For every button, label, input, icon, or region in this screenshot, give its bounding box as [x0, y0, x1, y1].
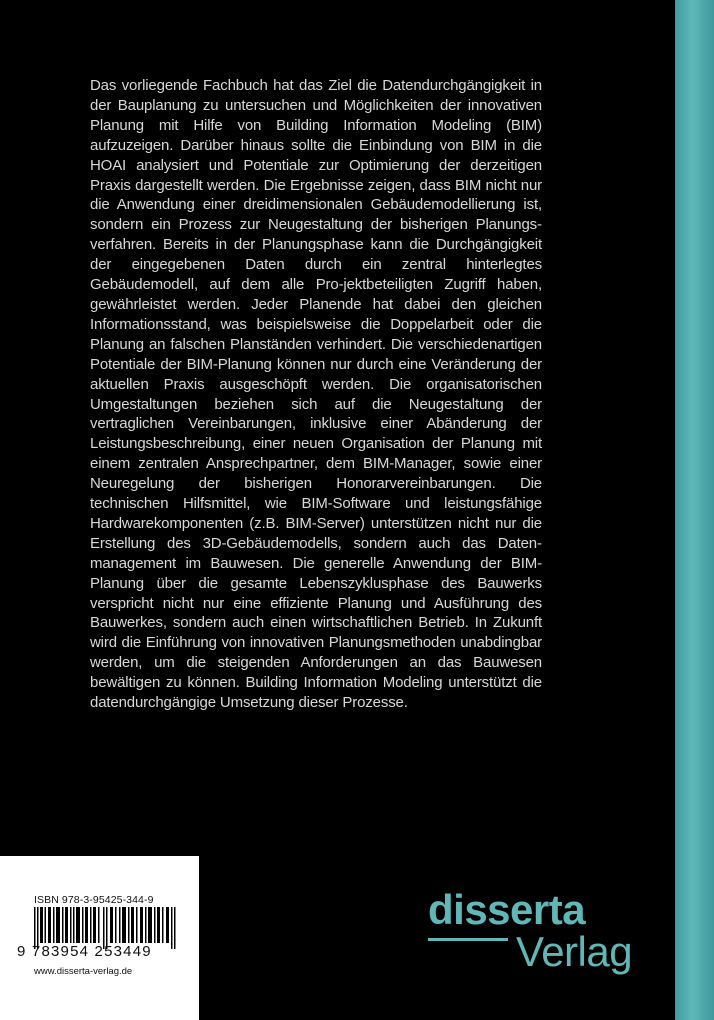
isbn-label: ISBN 978-3-95425-344-9 — [34, 894, 154, 906]
logo-divider — [428, 938, 508, 941]
back-cover-blurb: Das vorliegende Fachbuch hat das Ziel die Datendurchgängigkeit in der Bauplanung zu untersuchen und Möglichkeiten der innovativen Planung mit Hilfe von Building Information Modeling (BIM) aufzuzeigen. Darüber hinaus sollte die Einbindung von BIM in die HOAI analysiert und Potentiale zur Optimierung der derzeitigen Praxis dargestellt werden. Die Ergebnisse zeigen, dass BIM nicht nur die Anwendung einer dreidimensionalen Gebäudemodellierung ist, sondern ein Prozess zur Neugestaltung der bisherigen Planungsverfahren. Bereits in der Planungsphase kann die Durchgängigkeit der eingegebenen Daten durch ein zentral hinterlegtes Gebäudemodell, auf dem alle Pro-jektbeteiligten Zugriff haben, gewährleistet werden. Jeder Planende hat dabei den gleichen Informationsstand, was beispielsweise die Doppelarbeit oder die Planung an falschen Planständen verhindert. Die verschiedenartigen Potentiale der BIM-Planung können nur durch eine Veränderung der aktuellen Praxis ausgeschöpft werden. Die organisatorischen Umgestaltungen beziehen sich auf die Neugestaltung der vertraglichen Vereinbarungen, inklusive einer Abänderung der Leistungsbeschreibung, einer neuen Organisation der Planung mit einem zentralen Ansprechpartner, dem BIM-Manager, sowie einer Neuregelung der bisherigen Honorarvereinbarungen. Die technischen Hilfsmittel, wie BIM-Software und leistungsfähige Hardwarekomponenten (z.B. BIM-Server) unterstützen nicht nur die Erstellung des 3D-Gebäudemodells, sondern auch das Datenmanagement im Bauwesen. Die generelle Anwendung der BIM-Planung über die gesamte Lebenszyklusphase des Bauwerks verspricht nicht nur eine effiziente Planung und Ausführung des Bauwerkes, sondern auch einen wirtschaftlichen Betrieb. In Zukunft wird die Einführung von innovativen Planungsmethoden unabdingbar werden, um die steigenden Anforderungen an das Bauwesen bewältigen zu können. Building Information Modeling unterstützt die datendurchgängige Umsetzung dieser Prozesse. — [90, 77, 542, 712]
logo-verlag: Verlag — [516, 928, 633, 975]
logo-disserta: disserta — [428, 886, 586, 933]
publisher-url: www.disserta-verlag.de — [34, 966, 133, 977]
publisher-logo — [428, 888, 658, 988]
spine-color-strip — [675, 0, 714, 1020]
ean-digits: 9 783954 253449 — [17, 943, 152, 960]
